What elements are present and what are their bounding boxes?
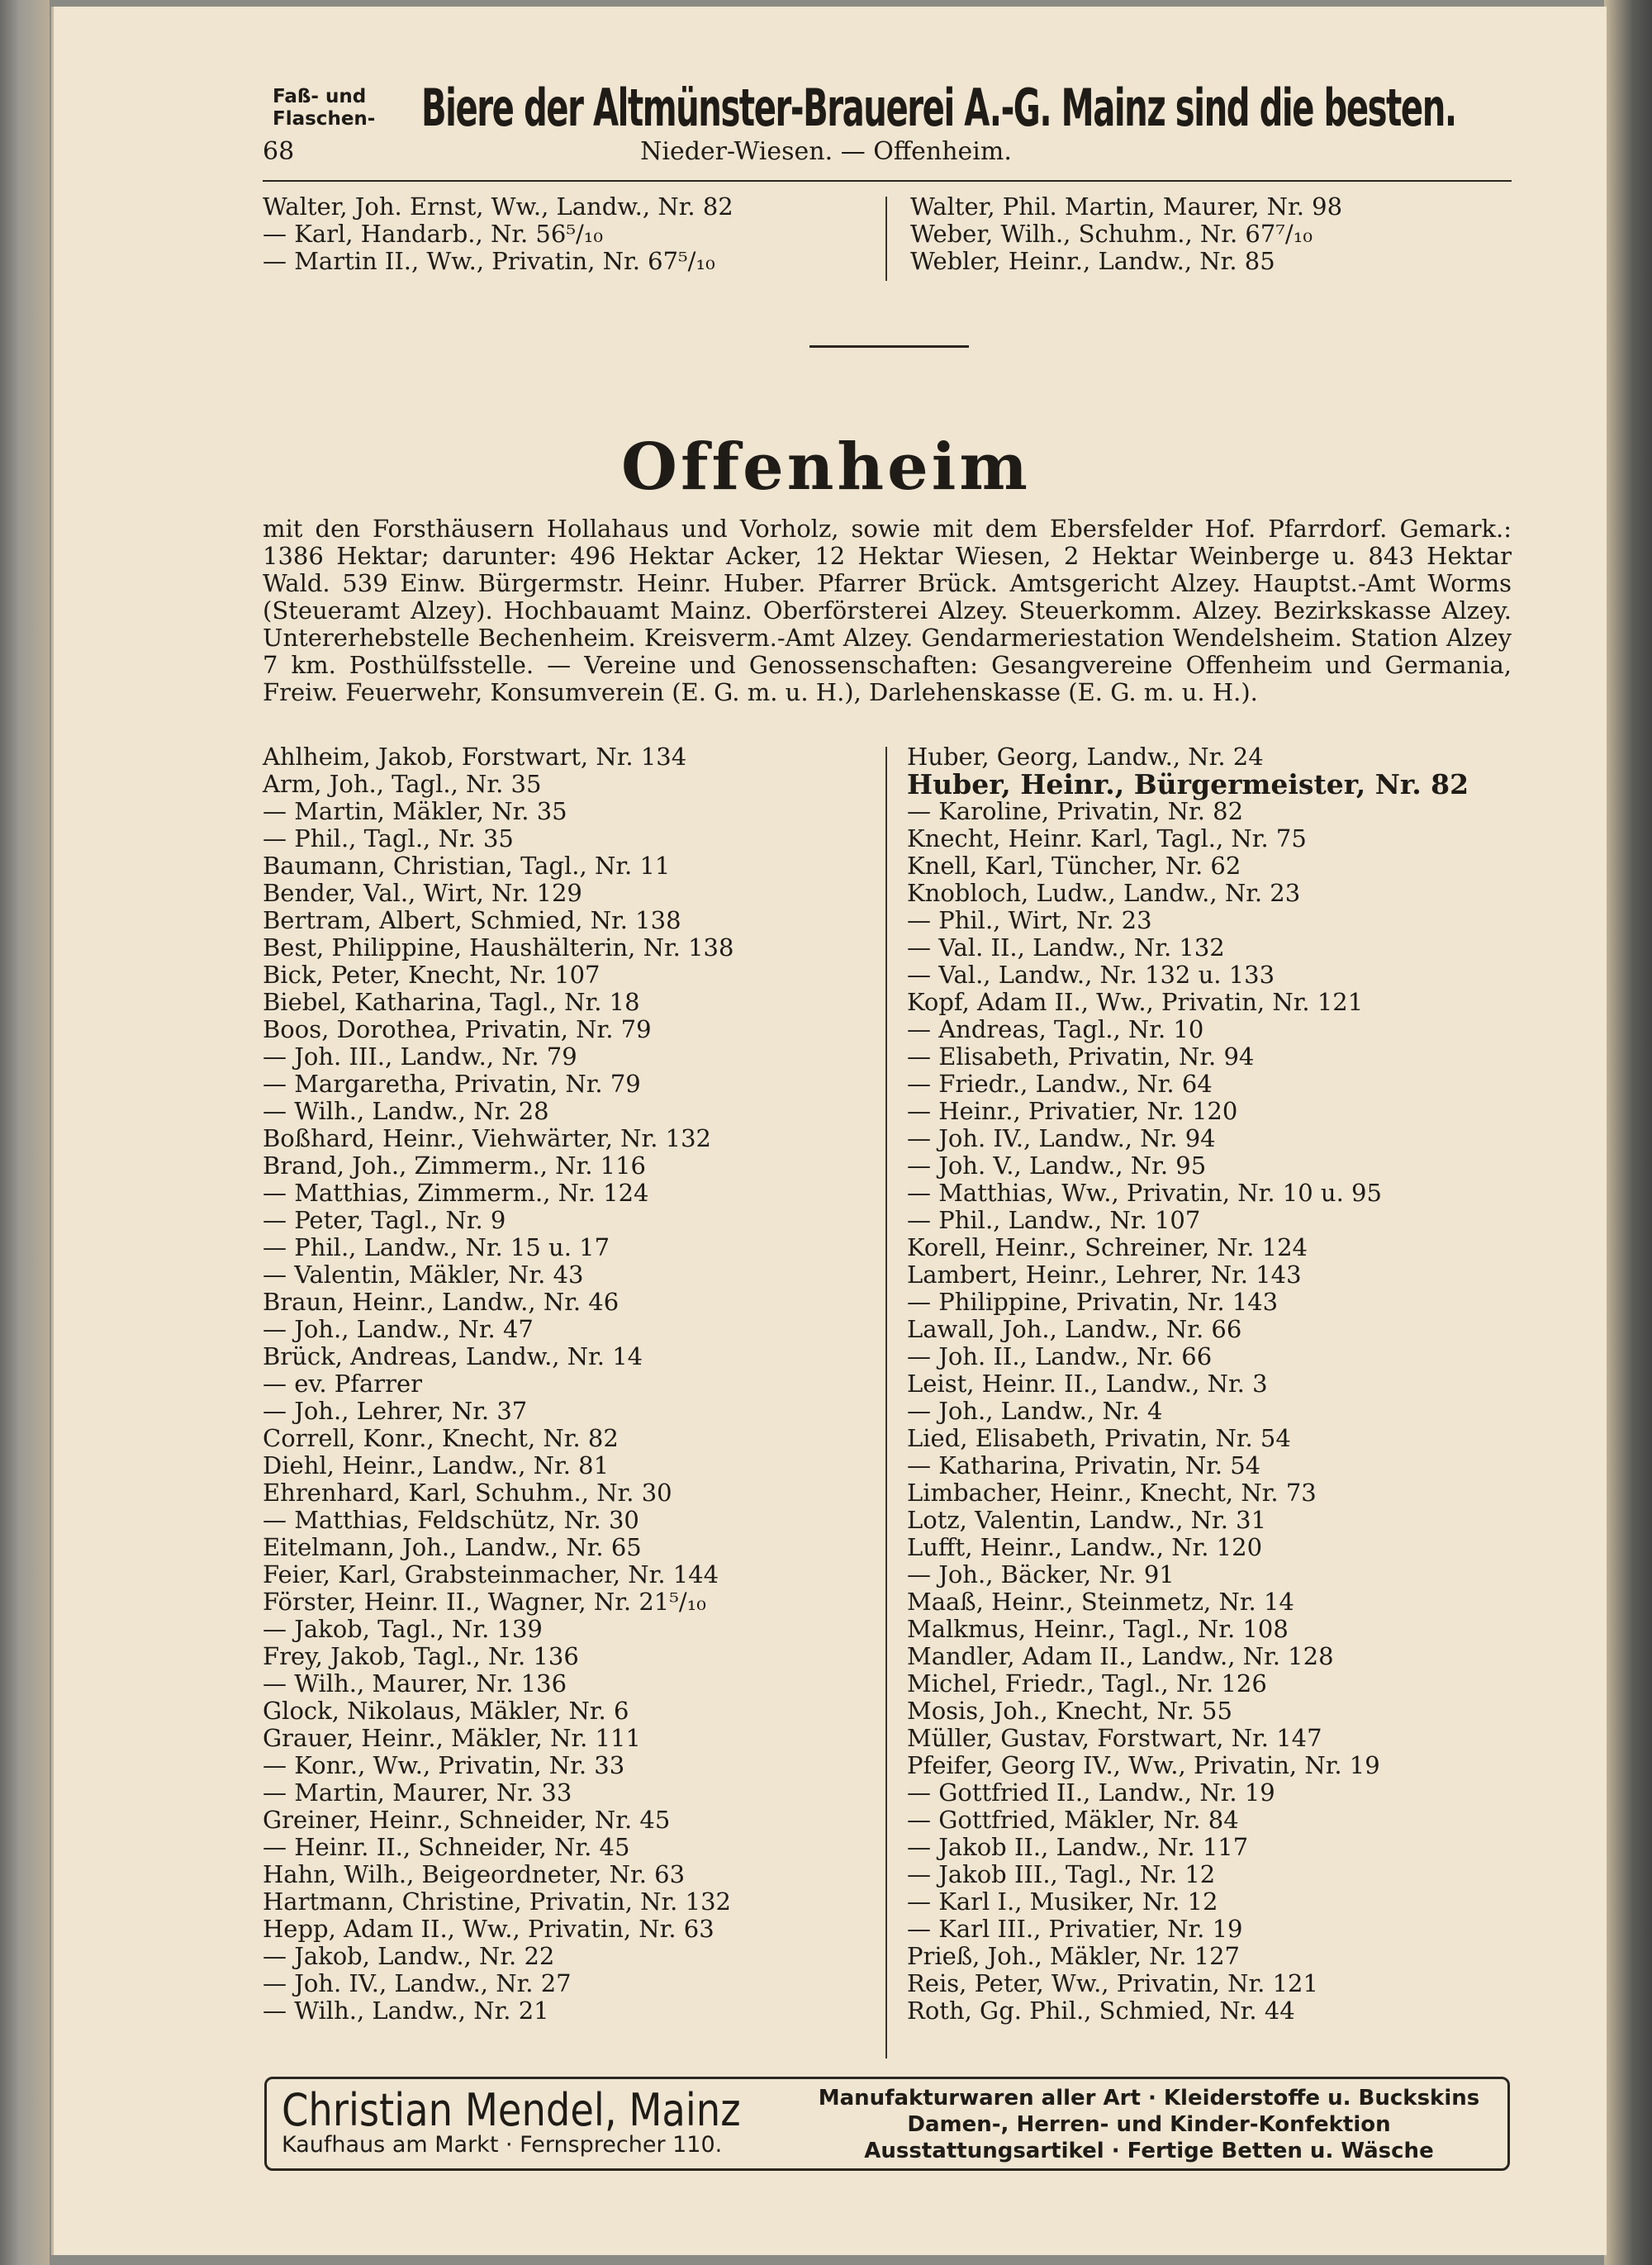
ad-address: Kaufhaus am Markt · Fernsprecher 110. [282, 2132, 723, 2158]
list-item: — Phil., Tagl., Nr. 35 [263, 824, 514, 852]
list-item: — Gottfried, Mäkler, Nr. 84 [907, 1806, 1239, 1834]
header-rule [263, 180, 1512, 182]
list-item: Grauer, Heinr., Mäkler, Nr. 111 [263, 1724, 641, 1752]
list-item: Maaß, Heinr., Steinmetz, Nr. 14 [907, 1588, 1294, 1616]
list-item: — Katharina, Privatin, Nr. 54 [907, 1451, 1261, 1479]
list-item: Roth, Gg. Phil., Schmied, Nr. 44 [907, 1997, 1295, 2025]
list-item: Lawall, Joh., Landw., Nr. 66 [907, 1315, 1242, 1343]
list-item: — Karoline, Privatin, Nr. 82 [907, 797, 1244, 825]
right-entries-column [907, 743, 1469, 2025]
list-item: Bender, Val., Wirt, Nr. 129 [263, 879, 582, 907]
list-item: — Jakob II., Landw., Nr. 117 [907, 1833, 1249, 1861]
list-item: Best, Philippine, Haushälterin, Nr. 138 [263, 933, 734, 962]
book-right-edge [1604, 0, 1652, 2265]
list-item: Brück, Andreas, Landw., Nr. 14 [263, 1342, 643, 1370]
page-number: 68 [263, 137, 295, 166]
list-item: — Peter, Tagl., Nr. 9 [263, 1206, 506, 1234]
list-item: — Phil., Landw., Nr. 15 u. 17 [263, 1233, 610, 1261]
column-separator [885, 747, 887, 2058]
list-item: — Val. II., Landw., Nr. 132 [907, 933, 1225, 962]
list-item: Baumann, Christian, Tagl., Nr. 11 [263, 852, 671, 880]
section-divider [809, 345, 969, 348]
list-item: — Joh. IV., Landw., Nr. 94 [907, 1124, 1216, 1152]
section-description: mit den Forsthäusern Hollahaus und Vorholz, sowie mit dem Ebersfelder Hof. Pfarrdorf. Gemark.: 1386 Hektar; darunter: 496 Hektar Acker, 12 Hektar Wiesen, 2 Hektar Weinberge u. 843 Hektar Wald. 539 Einw. Bürgermstr. Heinr. Huber. Pfarrer Brück. Amtsgericht Alzey. Hauptst.-Amt Worms (Steueramt Alzey). Hochbauamt Mainz. Oberförsterei Alzey. Steuerkomm. Alzey. Bezirkskasse Alzey. Untererhebstelle Bechenheim. Kreisverm.-Amt Alzey. Gendarmeriestation Wendelsheim. Station Alzey 7 km. Posthülfsstelle. — Vereine und Genossenschaften: Gesangvereine Offenheim und Germania, Freiw. Feuerwehr, Konsumverein (E. G. m. u. H.), Darlehenskasse (E. G. m. u. H.). [263, 515, 1512, 706]
list-item: Hepp, Adam II., Ww., Privatin, Nr. 63 [263, 1915, 714, 1943]
list-item: — Jakob, Tagl., Nr. 139 [263, 1615, 543, 1643]
list-item: Diehl, Heinr., Landw., Nr. 81 [263, 1451, 610, 1479]
list-item: — Martin II., Ww., Privatin, Nr. 67⁵/₁₀ [263, 247, 715, 275]
ad-small-text: Faß- und Flaschen- [273, 86, 376, 130]
running-header: Nieder-Wiesen. — Offenheim. [640, 137, 1012, 166]
list-item: — Gottfried II., Landw., Nr. 19 [907, 1778, 1275, 1807]
list-item: Braun, Heinr., Landw., Nr. 46 [263, 1288, 620, 1316]
prev-left-list [263, 193, 733, 275]
list-item: Prieß, Joh., Mäkler, Nr. 127 [907, 1942, 1240, 1970]
list-item: — Konr., Ww., Privatin, Nr. 33 [263, 1751, 625, 1779]
list-item: — Matthias, Ww., Privatin, Nr. 10 u. 95 [907, 1179, 1382, 1207]
list-item: — Karl III., Privatier, Nr. 19 [907, 1915, 1243, 1943]
ad-main-text: Biere der Altmünster-Brauerei A.-G. Mainz sind die besten. [421, 78, 1456, 138]
list-item: Reis, Peter, Ww., Privatin, Nr. 121 [907, 1969, 1318, 1997]
list-item: Glock, Nikolaus, Mäkler, Nr. 6 [263, 1697, 629, 1725]
list-item: — Phil., Wirt, Nr. 23 [907, 906, 1152, 934]
list-item: — Wilh., Landw., Nr. 21 [263, 1997, 549, 2025]
list-item: — Karl I., Musiker, Nr. 12 [907, 1888, 1218, 1916]
list-item: — Elisabeth, Privatin, Nr. 94 [907, 1042, 1255, 1071]
list-item: — Karl, Handarb., Nr. 56⁵/₁₀ [263, 220, 603, 248]
list-item: — Matthias, Zimmerm., Nr. 124 [263, 1179, 649, 1207]
list-item: Brand, Joh., Zimmerm., Nr. 116 [263, 1151, 646, 1180]
list-item: — Jakob, Landw., Nr. 22 [263, 1942, 555, 1970]
ad-line-1: Manufakturwaren aller Art · Kleiderstoffe u. Buckskins [818, 2086, 1480, 2111]
list-item: Hartmann, Christine, Privatin, Nr. 132 [263, 1888, 731, 1916]
list-item: Pfeifer, Georg IV., Ww., Privatin, Nr. 19 [907, 1751, 1380, 1779]
list-item: — Joh., Lehrer, Nr. 37 [263, 1397, 528, 1425]
list-item: Greiner, Heinr., Schneider, Nr. 45 [263, 1806, 671, 1834]
section-title: Offenheim [621, 430, 1031, 505]
list-item: Ahlheim, Jakob, Forstwart, Nr. 134 [263, 743, 687, 771]
top-advertisement [273, 78, 1528, 140]
list-item: — Wilh., Maurer, Nr. 136 [263, 1669, 567, 1698]
list-item: Knell, Karl, Tüncher, Nr. 62 [907, 852, 1241, 880]
list-item: Feier, Karl, Grabsteinmacher, Nr. 144 [263, 1560, 719, 1588]
list-item: Kopf, Adam II., Ww., Privatin, Nr. 121 [907, 988, 1364, 1016]
list-item: Boos, Dorothea, Privatin, Nr. 79 [263, 1015, 652, 1043]
list-item: — Jakob III., Tagl., Nr. 12 [907, 1860, 1216, 1888]
list-item: Lotz, Valentin, Landw., Nr. 31 [907, 1506, 1267, 1534]
list-item: — Val., Landw., Nr. 132 u. 133 [907, 961, 1275, 989]
list-item: — Joh., Landw., Nr. 47 [263, 1315, 534, 1343]
list-item: Förster, Heinr. II., Wagner, Nr. 21⁵/₁₀ [263, 1588, 706, 1616]
list-item: Knecht, Heinr. Karl, Tagl., Nr. 75 [907, 824, 1307, 852]
list-item: — Joh. V., Landw., Nr. 95 [907, 1151, 1207, 1180]
list-item: Boßhard, Heinr., Viehwärter, Nr. 132 [263, 1124, 711, 1152]
list-item: Walter, Joh. Ernst, Ww., Landw., Nr. 82 [263, 192, 733, 221]
list-item: Huber, Georg, Landw., Nr. 24 [907, 743, 1264, 771]
left-entries-column [263, 743, 733, 2025]
list-item: Hahn, Wilh., Beigeordneter, Nr. 63 [263, 1860, 686, 1888]
list-item: Weber, Wilh., Schuhm., Nr. 67⁷/₁₀ [910, 220, 1313, 248]
list-item: — Valentin, Mäkler, Nr. 43 [263, 1261, 584, 1289]
list-item: — Heinr., Privatier, Nr. 120 [907, 1097, 1238, 1125]
list-item: Leist, Heinr. II., Landw., Nr. 3 [907, 1370, 1268, 1398]
footer-advertisement [264, 2077, 1510, 2171]
book-left-edge [0, 0, 50, 2265]
list-item: Lambert, Heinr., Lehrer, Nr. 143 [907, 1261, 1302, 1289]
ad-company-name: Christian Mendel, Mainz [282, 2084, 741, 2136]
list-item: Limbacher, Heinr., Knecht, Nr. 73 [907, 1479, 1317, 1507]
list-item: — Phil., Landw., Nr. 107 [907, 1206, 1201, 1234]
list-item: Ehrenhard, Karl, Schuhm., Nr. 30 [263, 1479, 672, 1507]
list-item: — Joh. II., Landw., Nr. 66 [907, 1342, 1213, 1370]
list-item: Eitelmann, Joh., Landw., Nr. 65 [263, 1533, 642, 1561]
list-item: Huber, Heinr., Bürgermeister, Nr. 82 [907, 768, 1469, 800]
ad-line-2: Damen-, Herren- und Kinder-Konfektion [907, 2112, 1391, 2137]
list-item: Knobloch, Ludw., Landw., Nr. 23 [907, 879, 1301, 907]
list-item: Malkmus, Heinr., Tagl., Nr. 108 [907, 1615, 1289, 1643]
list-item: Frey, Jakob, Tagl., Nr. 136 [263, 1642, 579, 1670]
column-separator [885, 197, 887, 281]
list-item: — Joh. IV., Landw., Nr. 27 [263, 1969, 572, 1997]
list-item: — Friedr., Landw., Nr. 64 [907, 1070, 1213, 1098]
list-item: — Philippine, Privatin, Nr. 143 [907, 1288, 1279, 1316]
list-item: — Andreas, Tagl., Nr. 10 [907, 1015, 1204, 1043]
list-item: — Joh., Bäcker, Nr. 91 [907, 1560, 1175, 1588]
list-item: Mosis, Joh., Knecht, Nr. 55 [907, 1697, 1232, 1725]
list-item: — Heinr. II., Schneider, Nr. 45 [263, 1833, 630, 1861]
list-item: Müller, Gustav, Forstwart, Nr. 147 [907, 1724, 1322, 1752]
list-item: Bertram, Albert, Schmied, Nr. 138 [263, 906, 681, 934]
list-item: — Joh., Landw., Nr. 4 [907, 1397, 1163, 1425]
list-item: — Wilh., Landw., Nr. 28 [263, 1097, 549, 1125]
list-item: Arm, Joh., Tagl., Nr. 35 [263, 770, 542, 798]
list-item: Webler, Heinr., Landw., Nr. 85 [910, 247, 1275, 275]
list-item: Lufft, Heinr., Landw., Nr. 120 [907, 1533, 1263, 1561]
ad-line-3: Ausstattungsartikel · Fertige Betten u. Wäsche [864, 2139, 1434, 2163]
list-item: Walter, Phil. Martin, Maurer, Nr. 98 [910, 192, 1343, 221]
prev-right-list [910, 193, 1342, 275]
list-item: — Matthias, Feldschütz, Nr. 30 [263, 1506, 639, 1534]
list-item: — ev. Pfarrer [263, 1370, 423, 1398]
list-item: Biebel, Katharina, Tagl., Nr. 18 [263, 988, 640, 1016]
list-item: Mandler, Adam II., Landw., Nr. 128 [907, 1642, 1334, 1670]
list-item: Korell, Heinr., Schreiner, Nr. 124 [907, 1233, 1308, 1261]
list-item: — Margaretha, Privatin, Nr. 79 [263, 1070, 641, 1098]
list-item: — Martin, Mäkler, Nr. 35 [263, 797, 567, 825]
list-item: Lied, Elisabeth, Privatin, Nr. 54 [907, 1424, 1291, 1452]
list-item: — Joh. III., Landw., Nr. 79 [263, 1042, 577, 1071]
list-item: Michel, Friedr., Tagl., Nr. 126 [907, 1669, 1267, 1698]
list-item: Bick, Peter, Knecht, Nr. 107 [263, 961, 601, 989]
list-item: Correll, Konr., Knecht, Nr. 82 [263, 1424, 619, 1452]
list-item: — Martin, Maurer, Nr. 33 [263, 1778, 572, 1807]
